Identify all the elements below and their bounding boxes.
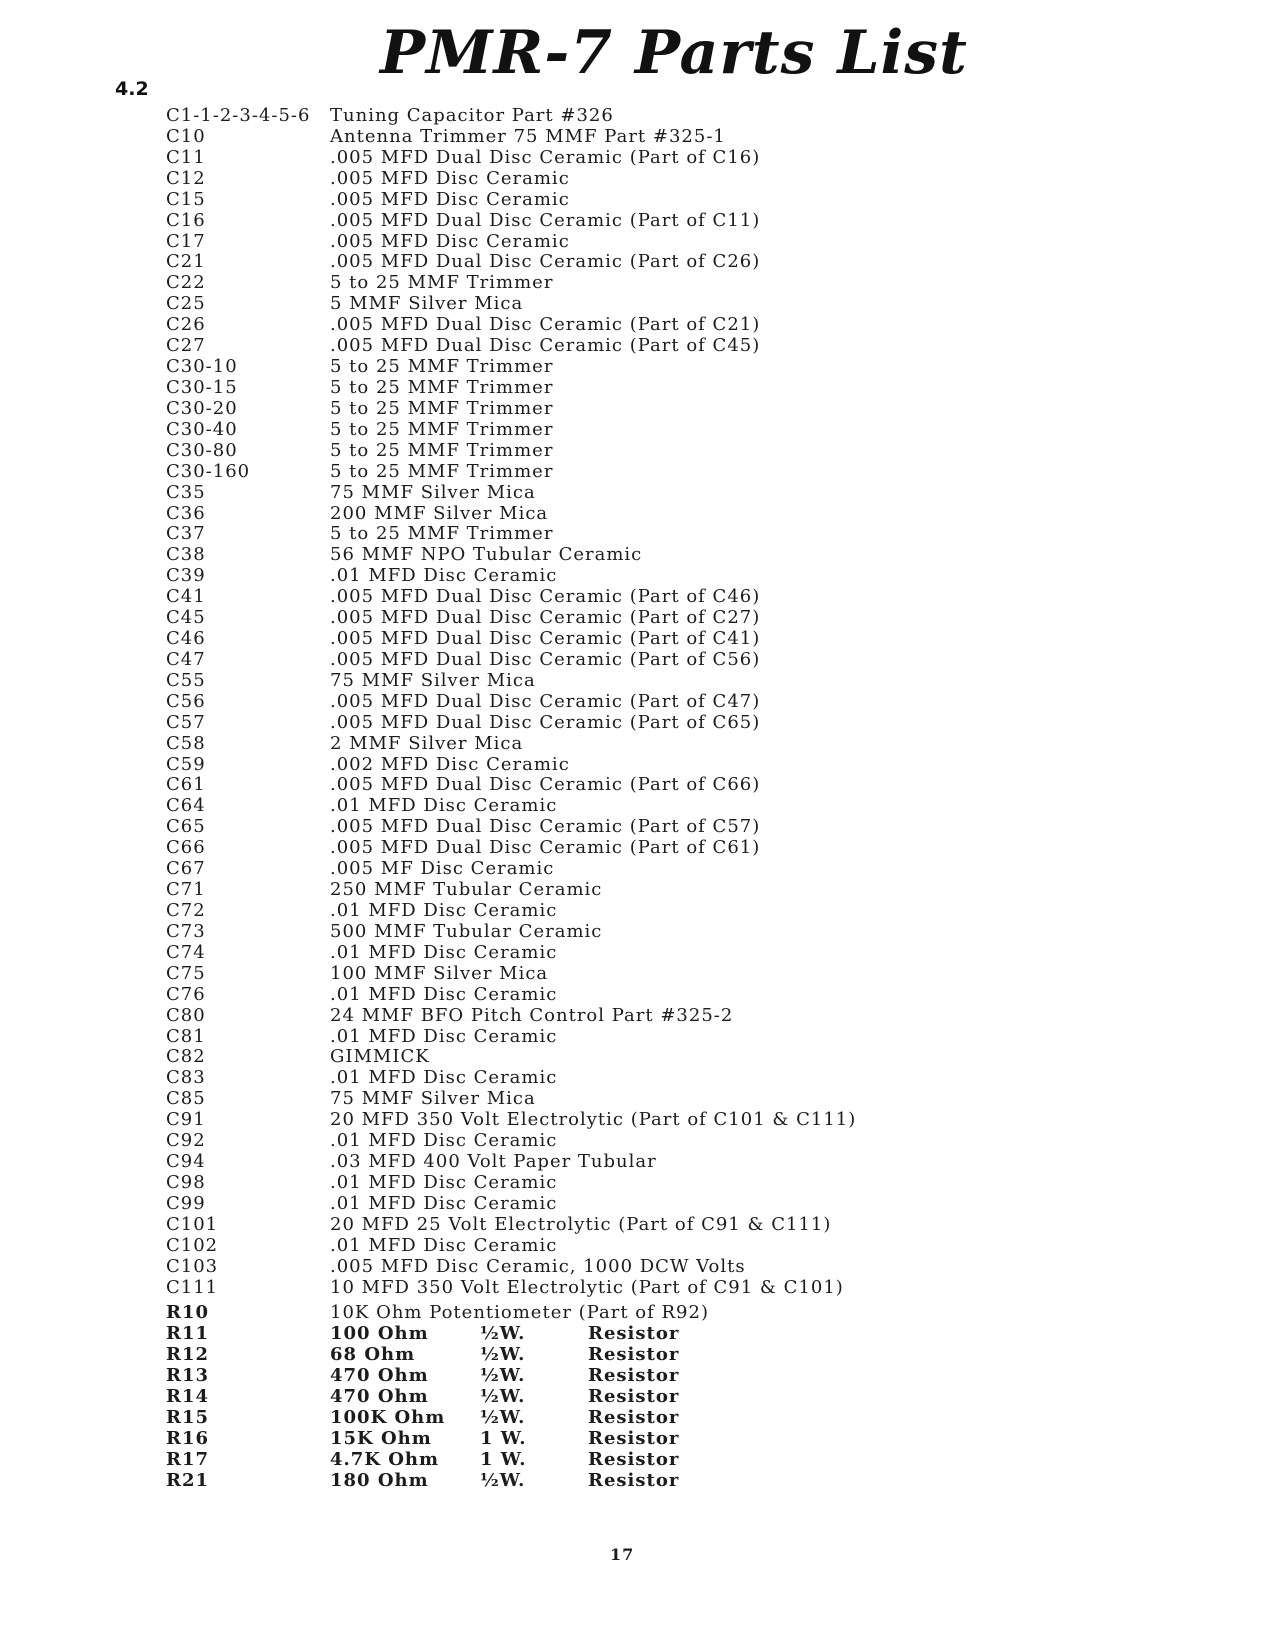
part-description: .005 MFD Dual Disc Ceramic (Part of C47) <box>330 690 761 712</box>
part-ref: C92 <box>166 1130 206 1152</box>
part-ref: C81 <box>166 1025 206 1047</box>
part-description: .005 MFD Dual Disc Ceramic (Part of C46) <box>330 586 761 608</box>
part-ref: C56 <box>166 690 206 712</box>
part-description: .005 MFD Dual Disc Ceramic (Part of C65) <box>330 711 761 733</box>
part-row <box>0 1026 1276 1048</box>
part-ref: C67 <box>166 858 206 880</box>
resistor-row <box>0 1386 1276 1408</box>
resistor-type: Resistor <box>588 1470 680 1491</box>
part-row <box>0 1214 1276 1236</box>
part-description: .005 MFD Dual Disc Ceramic (Part of C11) <box>330 209 761 231</box>
part-ref: C12 <box>166 167 206 189</box>
part-description: 5 to 25 MMF Trimmer <box>330 272 554 294</box>
part-ref: R15 <box>166 1407 210 1428</box>
resistor-type: Resistor <box>588 1323 680 1344</box>
part-ref: C30-10 <box>166 356 238 377</box>
part-description: Antenna Trimmer 75 MMF Part #325-1 <box>330 125 726 147</box>
part-ref: C36 <box>166 502 206 524</box>
part-description: .01 MFD Disc Ceramic <box>330 1067 558 1089</box>
part-row <box>0 1005 1276 1027</box>
resistor-wattage: ½W. <box>480 1386 526 1407</box>
part-description: .005 MFD Dual Disc Ceramic (Part of C21) <box>330 314 761 336</box>
part-description: .01 MFD Disc Ceramic <box>330 565 558 587</box>
part-ref: C38 <box>166 544 206 566</box>
part-ref: C25 <box>166 293 206 315</box>
resistor-value: 470 Ohm <box>330 1365 429 1386</box>
part-row <box>0 649 1276 671</box>
resistor-type: Resistor <box>588 1365 680 1386</box>
part-ref: C39 <box>166 565 206 587</box>
part-ref: C82 <box>166 1046 206 1068</box>
part-row <box>0 1235 1276 1257</box>
part-row <box>0 879 1276 901</box>
part-ref: C111 <box>166 1276 219 1298</box>
part-ref: C30-160 <box>166 460 251 482</box>
part-row <box>0 816 1276 838</box>
part-description: 250 MMF Tubular Ceramic <box>330 879 603 900</box>
part-ref: C47 <box>166 648 206 670</box>
page-number: 17 <box>610 1545 635 1564</box>
part-row <box>0 900 1276 922</box>
part-ref: C30-20 <box>166 397 238 419</box>
part-description: .005 MFD Dual Disc Ceramic (Part of C56) <box>330 648 761 670</box>
part-ref: C64 <box>166 795 206 817</box>
part-row <box>0 377 1276 399</box>
part-ref: C15 <box>166 188 206 210</box>
part-description: .005 MFD Disc Ceramic <box>330 188 570 210</box>
part-row <box>0 712 1276 734</box>
part-row <box>0 1172 1276 1194</box>
resistor-row <box>0 1323 1276 1345</box>
resistor-type: Resistor <box>588 1386 680 1407</box>
part-row <box>0 440 1276 462</box>
resistor-type: Resistor <box>588 1428 680 1449</box>
part-row <box>0 398 1276 420</box>
part-description: .005 MFD Disc Ceramic <box>330 167 570 189</box>
part-row <box>0 1109 1276 1131</box>
part-ref: R13 <box>166 1365 210 1386</box>
part-row <box>0 774 1276 796</box>
part-description: .01 MFD Disc Ceramic <box>330 1234 558 1256</box>
part-row <box>0 858 1276 880</box>
part-description: .01 MFD Disc Ceramic <box>330 1025 558 1047</box>
page-title: PMR-7 Parts List <box>380 18 968 88</box>
part-description: .005 MFD Disc Ceramic, 1000 DCW Volts <box>330 1255 746 1277</box>
part-description: .005 MFD Dual Disc Ceramic (Part of C61) <box>330 837 761 859</box>
part-ref: C71 <box>166 879 206 900</box>
part-ref: C27 <box>166 335 206 357</box>
part-description: 5 to 25 MMF Trimmer <box>330 377 554 398</box>
resistor-row <box>0 1470 1276 1492</box>
part-description: 100 MMF Silver Mica <box>330 962 549 984</box>
part-ref: R14 <box>166 1386 210 1407</box>
part-ref: C91 <box>166 1109 206 1131</box>
part-description: .01 MFD Disc Ceramic <box>330 795 558 817</box>
resistor-wattage: ½W. <box>480 1470 526 1491</box>
part-ref: C65 <box>166 816 206 838</box>
part-row <box>0 1130 1276 1152</box>
resistor-row <box>0 1428 1276 1450</box>
part-row <box>0 1151 1276 1173</box>
part-description: .002 MFD Disc Ceramic <box>330 753 570 775</box>
part-description: .005 MFD Disc Ceramic <box>330 230 570 252</box>
part-row <box>0 942 1276 964</box>
part-description: 5 to 25 MMF Trimmer <box>330 439 554 461</box>
part-row <box>0 607 1276 629</box>
part-ref: C30-80 <box>166 439 238 461</box>
part-ref: C30-15 <box>166 377 238 398</box>
part-ref: R16 <box>166 1428 210 1449</box>
part-description: 20 MFD 350 Volt Electrolytic (Part of C101 & C111) <box>330 1109 857 1131</box>
part-description: GIMMICK <box>330 1046 430 1068</box>
part-description: 200 MMF Silver Mica <box>330 502 549 524</box>
part-ref: C16 <box>166 209 206 231</box>
part-description: 10 MFD 350 Volt Electrolytic (Part of C91 & C101) <box>330 1276 844 1298</box>
part-row <box>0 293 1276 315</box>
part-ref: C55 <box>166 669 206 691</box>
part-ref: C21 <box>166 251 206 273</box>
resistor-value: 15K Ohm <box>330 1428 432 1449</box>
part-ref: C37 <box>166 523 206 545</box>
resistor-value: 100K Ohm <box>330 1407 446 1428</box>
part-ref: C26 <box>166 314 206 336</box>
resistor-row <box>0 1365 1276 1387</box>
part-ref: C46 <box>166 628 206 649</box>
part-description: .005 MFD Dual Disc Ceramic (Part of C66) <box>330 774 761 796</box>
part-description: .01 MFD Disc Ceramic <box>330 1171 558 1193</box>
part-description: 5 to 25 MMF Trimmer <box>330 356 554 377</box>
part-description: 10K Ohm Potentiometer (Part of R92) <box>330 1302 709 1323</box>
part-description: 20 MFD 25 Volt Electrolytic (Part of C91 & C111) <box>330 1213 832 1235</box>
part-ref: C30-40 <box>166 418 238 440</box>
part-description: 75 MMF Silver Mica <box>330 481 536 503</box>
part-ref: R21 <box>166 1470 210 1491</box>
part-ref: C73 <box>166 920 206 942</box>
section-number: 4.2 <box>115 78 149 100</box>
part-ref: C72 <box>166 900 206 921</box>
part-row <box>0 670 1276 692</box>
part-row <box>0 544 1276 566</box>
part-ref: C17 <box>166 230 206 252</box>
part-ref: C102 <box>166 1234 219 1256</box>
part-description: 56 MMF NPO Tubular Ceramic <box>330 544 643 566</box>
resistor-wattage: 1 W. <box>480 1449 527 1470</box>
part-ref: C83 <box>166 1067 206 1089</box>
part-row <box>0 105 1276 127</box>
part-row <box>0 126 1276 148</box>
part-row <box>0 1193 1276 1215</box>
part-row <box>0 691 1276 713</box>
part-row <box>0 984 1276 1006</box>
part-row <box>0 335 1276 357</box>
part-description: .005 MFD Dual Disc Ceramic (Part of C57) <box>330 816 761 838</box>
part-ref: C58 <box>166 732 206 754</box>
part-row <box>0 963 1276 985</box>
part-ref: C94 <box>166 1151 206 1172</box>
part-ref: C74 <box>166 941 206 963</box>
part-description: 500 MMF Tubular Ceramic <box>330 920 603 942</box>
part-row <box>0 1088 1276 1110</box>
part-ref: C99 <box>166 1192 206 1214</box>
part-ref: C76 <box>166 983 206 1005</box>
part-description: 5 to 25 MMF Trimmer <box>330 397 554 419</box>
part-row <box>0 586 1276 608</box>
part-row <box>0 1277 1276 1299</box>
part-description: 5 MMF Silver Mica <box>330 293 524 315</box>
part-ref: C85 <box>166 1088 206 1110</box>
part-row <box>0 356 1276 378</box>
part-description: .03 MFD 400 Volt Paper Tubular <box>330 1151 657 1172</box>
part-row <box>0 189 1276 211</box>
part-description: 75 MMF Silver Mica <box>330 669 536 691</box>
part-description: .01 MFD Disc Ceramic <box>330 983 558 1005</box>
part-description: .005 MFD Dual Disc Ceramic (Part of C26) <box>330 251 761 273</box>
part-ref: C35 <box>166 481 206 503</box>
resistor-value: 68 Ohm <box>330 1344 416 1365</box>
part-row <box>0 503 1276 525</box>
resistor-row <box>0 1344 1276 1366</box>
part-row <box>0 565 1276 587</box>
part-description: .005 MF Disc Ceramic <box>330 858 555 880</box>
part-description: .01 MFD Disc Ceramic <box>330 941 558 963</box>
part-description: 5 to 25 MMF Trimmer <box>330 418 554 440</box>
part-description: 75 MMF Silver Mica <box>330 1088 536 1110</box>
part-row <box>0 210 1276 232</box>
part-row <box>0 733 1276 755</box>
part-ref: C10 <box>166 125 206 147</box>
part-ref: C1-1-2-3-4-5-6 <box>166 105 311 126</box>
part-ref: C75 <box>166 962 206 984</box>
resistor-value: 100 Ohm <box>330 1323 429 1344</box>
part-row <box>0 251 1276 273</box>
part-description: .005 MFD Dual Disc Ceramic (Part of C27) <box>330 607 761 629</box>
part-ref: C45 <box>166 607 206 629</box>
part-description: .01 MFD Disc Ceramic <box>330 1130 558 1152</box>
resistor-row <box>0 1449 1276 1471</box>
part-row <box>0 1046 1276 1068</box>
part-description: .005 MFD Dual Disc Ceramic (Part of C45) <box>330 335 761 357</box>
part-ref: C41 <box>166 586 206 608</box>
part-description: .01 MFD Disc Ceramic <box>330 900 558 921</box>
part-row <box>0 168 1276 190</box>
part-row <box>0 461 1276 483</box>
part-description: Tuning Capacitor Part #326 <box>330 105 614 126</box>
resistor-wattage: ½W. <box>480 1344 526 1365</box>
part-description: .005 MFD Dual Disc Ceramic (Part of C41) <box>330 628 761 649</box>
part-ref: C98 <box>166 1171 206 1193</box>
resistor-value: 470 Ohm <box>330 1386 429 1407</box>
part-description: 24 MMF BFO Pitch Control Part #325-2 <box>330 1004 734 1026</box>
part-row <box>0 921 1276 943</box>
resistor-value: 180 Ohm <box>330 1470 429 1491</box>
part-ref: C61 <box>166 774 206 796</box>
part-row <box>0 795 1276 817</box>
resistor-type: Resistor <box>588 1344 680 1365</box>
part-ref: R12 <box>166 1344 210 1365</box>
part-row <box>0 754 1276 776</box>
resistor-value: 4.7K Ohm <box>330 1449 440 1470</box>
part-row <box>0 314 1276 336</box>
resistor-wattage: 1 W. <box>480 1428 527 1449</box>
part-row <box>0 231 1276 253</box>
part-ref: C66 <box>166 837 206 859</box>
part-row <box>0 1256 1276 1278</box>
part-ref: C59 <box>166 753 206 775</box>
part-ref: R10 <box>166 1302 210 1323</box>
part-ref: C103 <box>166 1255 219 1277</box>
part-ref: C57 <box>166 711 206 733</box>
resistor-wattage: ½W. <box>480 1407 526 1428</box>
part-ref: C80 <box>166 1004 206 1026</box>
part-description: 5 to 25 MMF Trimmer <box>330 460 554 482</box>
potentiometer-row <box>0 1302 1276 1324</box>
part-ref: C22 <box>166 272 206 294</box>
part-ref: C11 <box>166 146 206 168</box>
resistor-type: Resistor <box>588 1449 680 1470</box>
part-description: .005 MFD Dual Disc Ceramic (Part of C16) <box>330 146 761 168</box>
resistor-wattage: ½W. <box>480 1365 526 1386</box>
part-row <box>0 628 1276 650</box>
part-row <box>0 147 1276 169</box>
part-ref: R17 <box>166 1449 210 1470</box>
part-description: 5 to 25 MMF Trimmer <box>330 523 554 545</box>
part-row <box>0 1067 1276 1089</box>
part-description: 2 MMF Silver Mica <box>330 732 524 754</box>
part-row <box>0 482 1276 504</box>
resistor-wattage: ½W. <box>480 1323 526 1344</box>
part-row <box>0 837 1276 859</box>
part-row <box>0 523 1276 545</box>
resistor-type: Resistor <box>588 1407 680 1428</box>
part-row <box>0 272 1276 294</box>
resistor-row <box>0 1407 1276 1429</box>
part-row <box>0 419 1276 441</box>
part-description: .01 MFD Disc Ceramic <box>330 1192 558 1214</box>
part-ref: C101 <box>166 1213 219 1235</box>
part-ref: R11 <box>166 1323 210 1344</box>
